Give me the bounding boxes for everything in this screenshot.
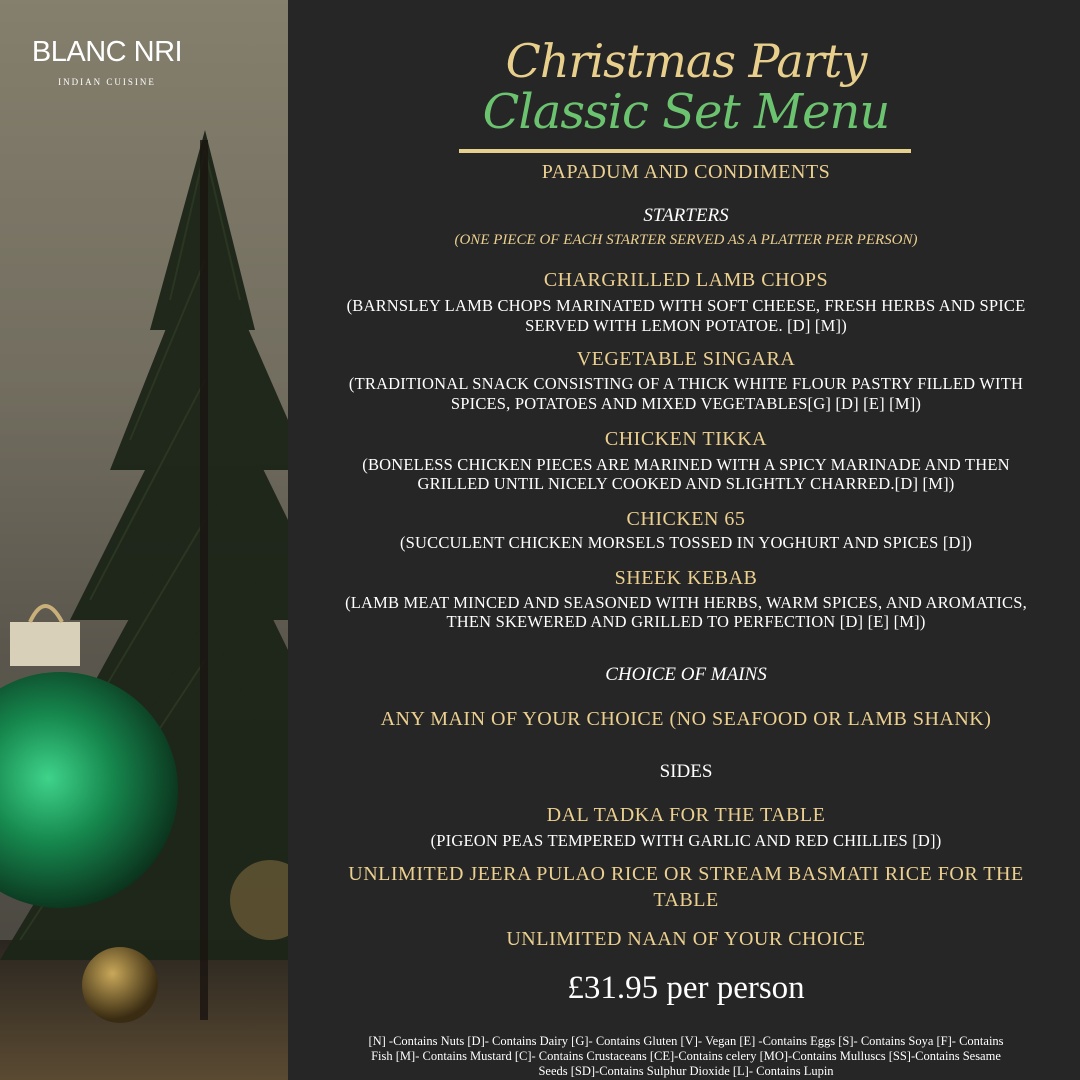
dal-name: DAL TADKA FOR THE TABLE [546, 804, 826, 826]
starter-desc: (LAMB MEAT MINCED AND SEASONED WITH HERBS, WARM SPICES, AND AROMATICS, [345, 593, 1027, 612]
allergen-legend: Fish [M]- Contains Mustard [C]- Contains Crustaceans [CE]-Contains celery [MO]-Contains Mulluscs [SS]-Contains Sesame [371, 1049, 1001, 1063]
starter-name: CHARGRILLED LAMB CHOPS [543, 269, 829, 291]
sides-heading: SIDES [659, 761, 713, 782]
papadum-heading: PAPADUM AND CONDIMENTS [541, 161, 831, 183]
brand-logo [22, 38, 192, 87]
starter-desc: (BARNSLEY LAMB CHOPS MARINATED WITH SOFT CHEESE, FRESH HERBS AND SPICE [346, 296, 1026, 315]
rice-line-1: UNLIMITED JEERA PULAO RICE OR STREAM BASMATI RICE FOR THE [348, 863, 1024, 885]
title-line-2: Classic Set Menu [482, 84, 890, 140]
christmas-tree-photo [0, 0, 288, 1080]
brand-name: BLANC NRI [31, 36, 183, 68]
starter-name: CHICKEN 65 [626, 508, 746, 530]
starters-heading: STARTERS [643, 205, 729, 226]
title-divider [459, 149, 911, 153]
price: £31.95 per person [567, 970, 805, 1006]
rice-line-2: TABLE [653, 889, 719, 911]
allergen-legend: Seeds [SD]-Contains Sulphur Dioxide [L]- Contains Lupin [538, 1064, 834, 1078]
starter-desc: SERVED WITH LEMON POTATOE. [D] [M]) [525, 316, 847, 335]
dal-desc: (PIGEON PEAS TEMPERED WITH GARLIC AND RED CHILLIES [D]) [430, 831, 942, 850]
brand-subtitle: INDIAN CUISINE [58, 77, 156, 87]
mains-heading: CHOICE OF MAINS [605, 664, 767, 685]
starter-desc: THEN SKEWERED AND GRILLED TO PERFECTION [D] [E] [M]) [446, 612, 926, 631]
starter-desc: GRILLED UNTIL NICELY COOKED AND SLIGHTLY CHARRED.[D] [M]) [417, 474, 955, 493]
naan-item: UNLIMITED NAAN OF YOUR CHOICE [506, 928, 866, 950]
starters-note: (ONE PIECE OF EACH STARTER SERVED AS A PLATTER PER PERSON) [454, 232, 918, 248]
allergen-legend: [N] -Contains Nuts [D]- Contains Dairy [G]- Contains Gluten [V]- Vegan [E] -Contains Eggs [S]- Contains Soya [F]- Contains [368, 1034, 1004, 1048]
starter-desc: (BONELESS CHICKEN PIECES ARE MARINED WITH A SPICY MARINADE AND THEN [362, 455, 1010, 474]
starter-name: CHICKEN TIKKA [604, 428, 768, 450]
mains-item: ANY MAIN OF YOUR CHOICE (NO SEAFOOD OR LAMB SHANK) [380, 708, 992, 730]
starter-name: VEGETABLE SINGARA [576, 348, 796, 370]
starter-name: SHEEK KEBAB [614, 567, 758, 589]
title-line-1: Christmas Party [505, 34, 867, 88]
tree-illustration [0, 0, 288, 1080]
starter-desc: SPICES, POTATOES AND MIXED VEGETABLES[G] [D] [E] [M]) [450, 394, 922, 413]
starter-desc: (TRADITIONAL SNACK CONSISTING OF A THICK WHITE FLOUR PASTRY FILLED WITH [348, 374, 1024, 393]
starter-desc: (SUCCULENT CHICKEN MORSELS TOSSED IN YOGHURT AND SPICES [D]) [399, 533, 973, 552]
menu-content [298, 0, 1074, 1080]
